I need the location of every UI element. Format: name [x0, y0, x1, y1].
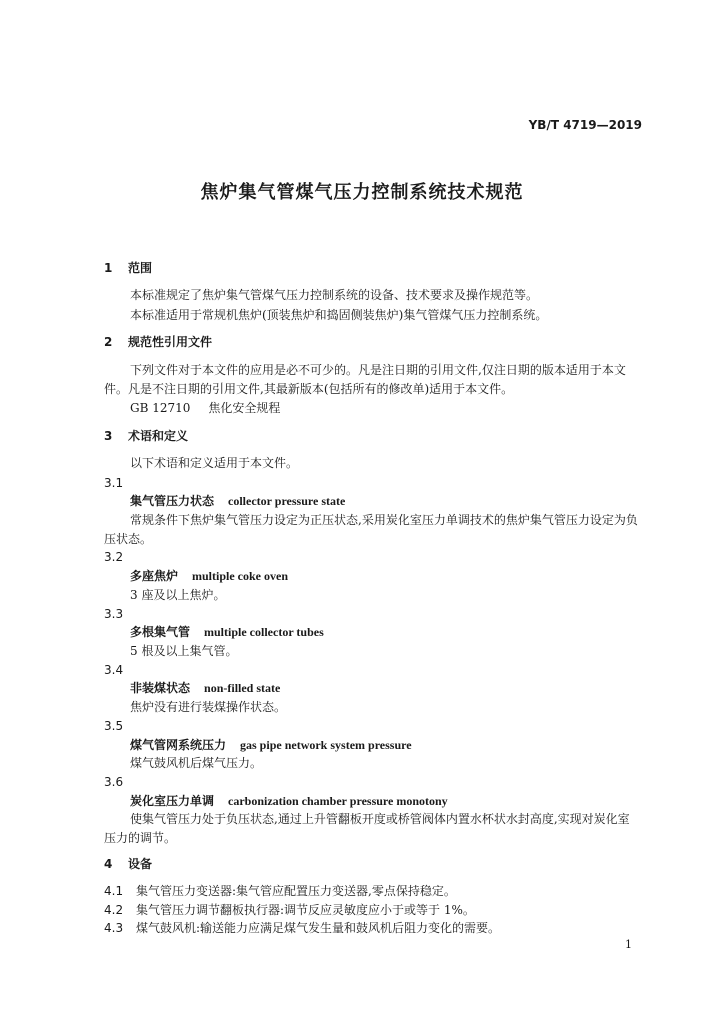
section-1-heading: 1 范围 — [104, 261, 153, 275]
section-1-paragraph-2: 本标准适用于常规机焦炉(顶装焦炉和捣固侧装焦炉)集气管煤气压力控制系统。 — [130, 308, 548, 322]
term-number: 3.1 — [104, 476, 124, 490]
term-heading: 煤气管网系统压力 gas pipe network system pressure — [130, 738, 412, 752]
normative-reference: GB 12710 焦化安全规程 — [130, 401, 281, 415]
equipment-item: 4.2 集气管压力调节翻板执行器:调节反应灵敏度应小于或等于 1%。 — [104, 903, 475, 917]
term-definition: 煤气鼓风机后煤气压力。 — [130, 756, 263, 770]
term-heading: 多座焦炉 multiple coke oven — [130, 569, 289, 583]
term-number: 3.2 — [104, 550, 124, 564]
term-definition: 焦炉没有进行装煤操作状态。 — [130, 700, 287, 714]
equipment-item: 4.1 集气管压力变送器:集气管应配置压力变送器,零点保持稳定。 — [104, 884, 456, 898]
term-heading: 集气管压力状态 collector pressure state — [130, 494, 346, 508]
term-number: 3.3 — [104, 607, 124, 621]
section-2-heading: 2 规范性引用文件 — [104, 335, 213, 349]
section-4-heading: 4 设备 — [104, 857, 153, 871]
section-3-intro: 以下术语和定义适用于本文件。 — [130, 456, 299, 470]
section-2-paragraph-line-2: 件。凡是不注日期的引用文件,其最新版本(包括所有的修改单)适用于本文件。 — [104, 382, 514, 396]
term-definition-continued: 压力的调节。 — [104, 831, 177, 845]
equipment-item: 4.3 煤气鼓风机:输送能力应满足煤气发生量和鼓风机后阻力变化的需要。 — [104, 921, 501, 935]
section-3-heading: 3 术语和定义 — [104, 429, 189, 443]
term-heading: 非装煤状态 non-filled state — [130, 681, 281, 695]
term-number: 3.5 — [104, 719, 124, 733]
document-title: 焦炉集气管煤气压力控制系统技术规范 — [200, 182, 524, 203]
page-number: 1 — [625, 938, 632, 951]
term-number: 3.6 — [104, 775, 124, 789]
term-number: 3.4 — [104, 663, 124, 677]
section-2-paragraph-line-1: 下列文件对于本文件的应用是必不可少的。凡是注日期的引用文件,仅注日期的版本适用于本文 — [130, 363, 626, 377]
term-heading: 炭化室压力单调 carbonization chamber pressure monotony — [130, 794, 448, 808]
term-definition: 使集气管压力处于负压状态,通过上升管翻板开度或桥管阀体内置水杯状水封高度,实现对炭化室 — [130, 812, 630, 826]
term-definition: 常规条件下焦炉集气管压力设定为正压状态,采用炭化室压力单调技术的焦炉集气管压力设定为负 — [130, 513, 638, 527]
term-heading: 多根集气管 multiple collector tubes — [130, 625, 324, 639]
term-definition-continued: 压状态。 — [104, 532, 153, 546]
standard-code: YB/T 4719—2019 — [528, 118, 642, 132]
section-1-paragraph-1: 本标准规定了焦炉集气管煤气压力控制系统的设备、技术要求及操作规范等。 — [130, 288, 539, 302]
term-definition: 3 座及以上焦炉。 — [130, 588, 226, 602]
term-definition: 5 根及以上集气管。 — [130, 644, 238, 658]
